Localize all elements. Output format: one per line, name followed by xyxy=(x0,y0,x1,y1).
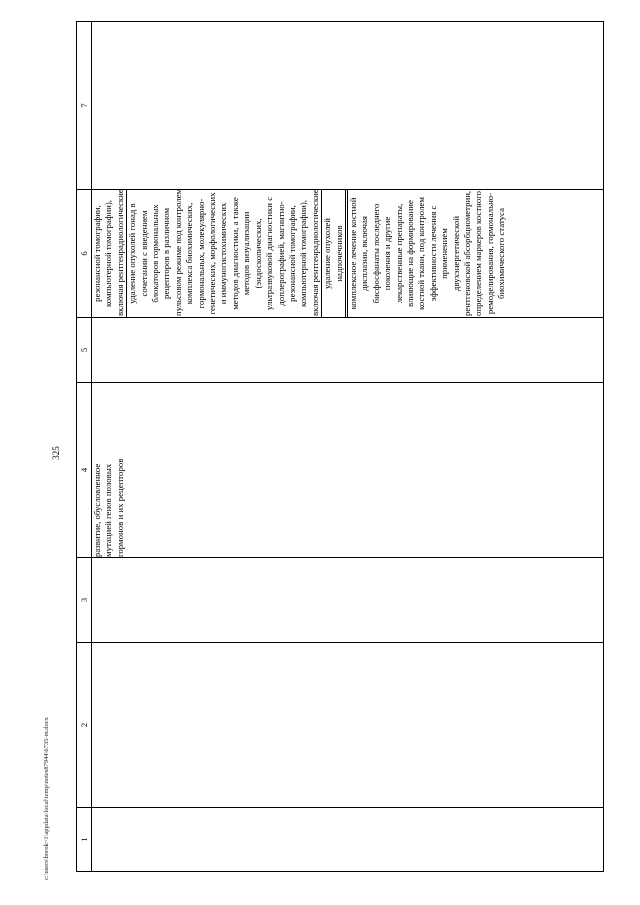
col6-line: резонансной томографии, xyxy=(92,205,102,302)
col6-line: генетических, морфологических xyxy=(207,192,218,315)
col6-line: лекарственные препараты, xyxy=(393,203,404,304)
col-header-6: 6 xyxy=(77,190,92,318)
col4-line: мутацией генов половых xyxy=(103,463,114,557)
col6-segment-4 xyxy=(348,190,508,317)
col6-line: эффективности лечения с xyxy=(427,205,438,302)
col6-line: резонансной томографии, xyxy=(286,205,297,302)
col6-line: блокаторов гормональных xyxy=(150,204,161,303)
col6-line: надпочечников xyxy=(333,225,344,282)
col6-line: включая рентгенрадиологические xyxy=(114,189,125,316)
col6-line: рентгеновской абсорбциометрии, xyxy=(462,190,472,316)
col6-line: влияющие на формирование xyxy=(404,200,415,307)
col6-line: применением xyxy=(439,228,450,279)
col6-line: комплекса биохимических, xyxy=(184,202,195,305)
cell-col-1 xyxy=(92,808,604,872)
col6-segment-3 xyxy=(322,190,348,317)
col-header-7: 7 xyxy=(77,22,92,190)
cell-col-4 xyxy=(92,383,604,558)
col4-line: развитие, обусловленное xyxy=(92,463,102,557)
col6-line: компьютерной томографии), xyxy=(103,199,114,308)
col6-line: включая рентгенрадиологические xyxy=(309,189,320,316)
col6-line: доплерографией, магнитно- xyxy=(275,201,286,306)
cell-col-7 xyxy=(92,22,604,190)
col6-line: определением маркеров костного xyxy=(473,190,484,316)
col6-line: гормональных, молекулярно- xyxy=(195,198,206,309)
col6-line: рецепторов в различном xyxy=(161,207,172,300)
col6-line: (эндоскопических, xyxy=(252,218,263,289)
col6-line: и иммуногистохимических xyxy=(218,202,229,305)
col6-line: биохимического статуса xyxy=(496,208,507,299)
cell-col-3 xyxy=(92,558,604,643)
cell-col-5 xyxy=(92,318,604,383)
col4-line: гормонов и их рецепторов xyxy=(114,458,125,557)
cell-col-6 xyxy=(92,190,604,318)
col6-line: двухэнергетической xyxy=(450,215,461,292)
col6-line: костной ткани, под контролем xyxy=(416,197,427,310)
col6-line: ультразвуковой диагностики с xyxy=(264,196,275,311)
col-header-5: 5 xyxy=(77,318,92,383)
col6-line: ремоделирования, гормонально- xyxy=(484,192,495,315)
table-row xyxy=(92,22,604,872)
col-header-2: 2 xyxy=(77,643,92,808)
footer-file-path: c:\users\borok~1\appdata\local\temp\notes87944\6735-m.docx xyxy=(43,717,50,880)
rotated-table-wrap xyxy=(76,22,604,872)
col6-line: бисфосфанаты последнего xyxy=(370,203,381,304)
cell-col-2 xyxy=(92,643,604,808)
col6-line: методов диагностики, а также xyxy=(229,197,240,310)
page-number: 325 xyxy=(51,446,61,460)
col6-line: методов визуализации xyxy=(241,211,252,296)
document-table xyxy=(76,21,604,872)
col6-line: дисплазии, включая xyxy=(359,216,370,291)
col6-segment-2 xyxy=(127,190,322,317)
col6-line: удаление опухолей xyxy=(322,218,333,289)
col6-line: удаление опухолей гонад в xyxy=(127,203,138,304)
col6-line: компьютерной томографии), xyxy=(298,199,309,308)
col-header-4: 4 xyxy=(77,383,92,558)
col6-line: пульсовом режиме под контролем xyxy=(172,188,183,316)
col6-line: сочетании с введением xyxy=(138,210,149,297)
col-header-3: 3 xyxy=(77,558,92,643)
col6-segment-1 xyxy=(92,190,127,317)
col6-line: поколения и другие xyxy=(382,216,393,291)
col6-line: комплексное лечение костной xyxy=(347,197,358,310)
col-header-1: 1 xyxy=(77,808,92,872)
header-row xyxy=(77,22,92,872)
